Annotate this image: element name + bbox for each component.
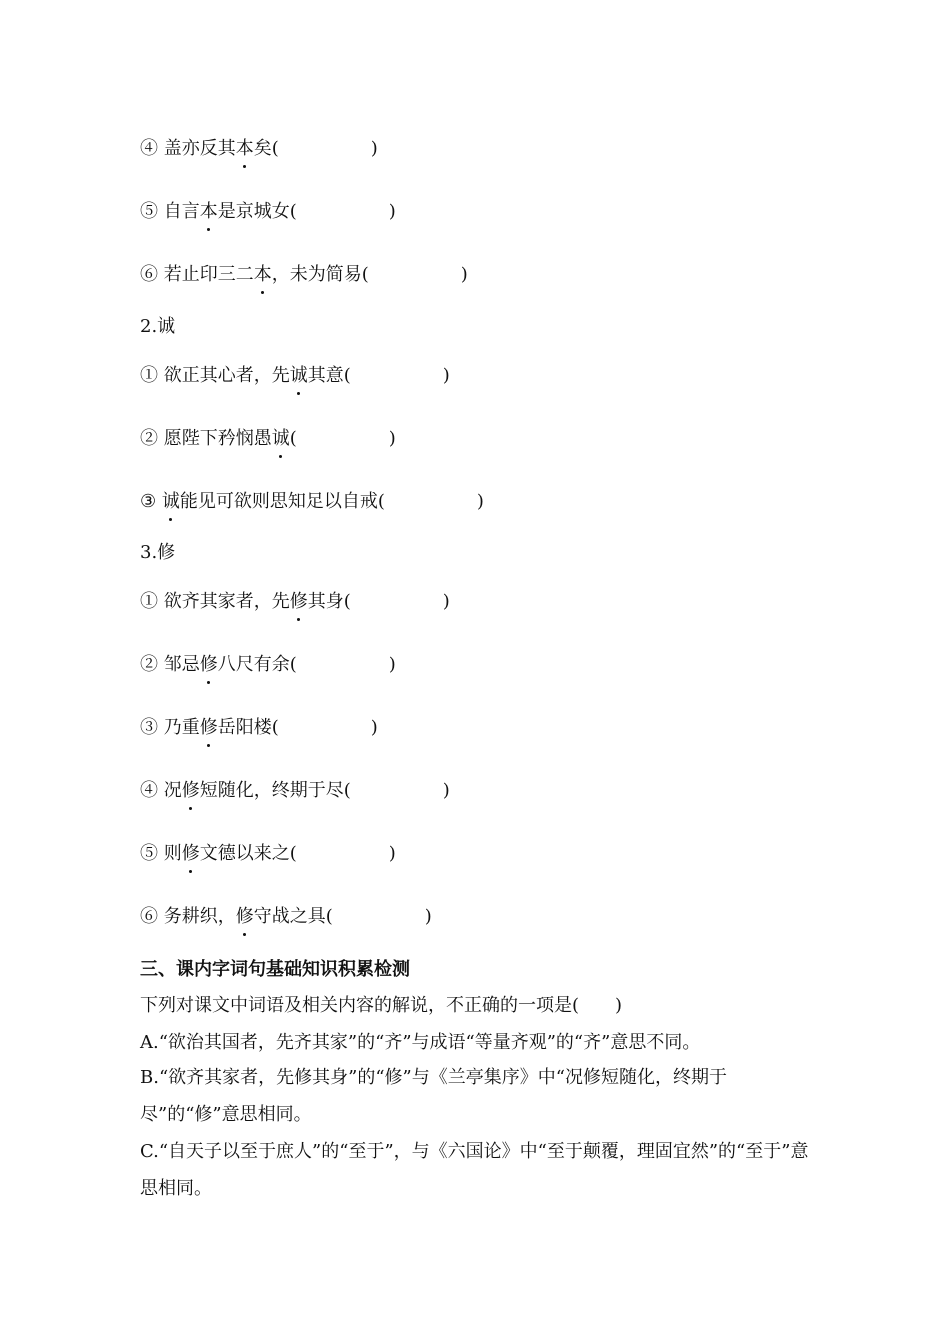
item-cheng-3 bbox=[140, 490, 484, 514]
answer-blank: ( ) bbox=[271, 717, 378, 738]
answer-blank: ( ) bbox=[343, 591, 450, 612]
item-xiu-3 bbox=[140, 716, 378, 740]
dotted-char: 诚 bbox=[161, 491, 180, 512]
item-text: ② 邹忌 bbox=[140, 654, 200, 675]
dotted-char: 修 bbox=[199, 717, 218, 738]
question-stem: 下列对课文中词语及相关内容的解说，不正确的一项是( ) bbox=[140, 995, 623, 1016]
item-text: 矣 bbox=[253, 138, 272, 159]
dotted-char: 本 bbox=[235, 138, 254, 159]
answer-blank: ( ) bbox=[289, 428, 396, 449]
item-text: ⑥ 若止印三二 bbox=[140, 264, 254, 285]
item-text: ⑤ 自言 bbox=[140, 201, 200, 222]
item-text: 八尺有余 bbox=[217, 654, 290, 675]
item-xiu-6 bbox=[140, 905, 432, 929]
item-text: 短随化，终期于尽 bbox=[199, 780, 344, 801]
item-xiu-1 bbox=[140, 590, 450, 614]
item-text: ④ 盖亦反其 bbox=[140, 138, 236, 159]
item-text: ③ bbox=[140, 491, 162, 512]
item-ben-4 bbox=[140, 137, 378, 161]
dotted-char: 修 bbox=[199, 654, 218, 675]
dotted-char: 本 bbox=[199, 201, 218, 222]
answer-blank: ( ) bbox=[271, 138, 378, 159]
answer-blank: ( ) bbox=[343, 780, 450, 801]
dotted-char: 修 bbox=[235, 906, 254, 927]
section-title: 三、课内字词句基础知识积累检测 bbox=[140, 959, 410, 980]
item-text: ② 愿陛下矜悯愚 bbox=[140, 428, 272, 449]
dotted-char: 修 bbox=[181, 780, 200, 801]
item-text: ④ 况 bbox=[140, 780, 182, 801]
group-heading-xiu: 3.修 bbox=[140, 542, 176, 563]
item-text: ⑤ 则 bbox=[140, 843, 182, 864]
item-text: 守战之具 bbox=[253, 906, 326, 927]
answer-blank: ( ) bbox=[343, 365, 450, 386]
dotted-char: 诚 bbox=[271, 428, 290, 449]
item-ben-6 bbox=[140, 263, 468, 287]
option-b: B.“欲齐其家者，先修其身”的“修”与《兰亭集序》中“况修短随化，终期于尽”的“修”意思相同。 bbox=[140, 1067, 727, 1125]
item-text: 能见可欲则思知足以自戒 bbox=[179, 491, 378, 512]
answer-blank: ( ) bbox=[289, 843, 396, 864]
item-text: 文德以来之 bbox=[199, 843, 290, 864]
dotted-char: 诚 bbox=[289, 365, 308, 386]
item-text: ⑥ 务耕织， bbox=[140, 906, 236, 927]
item-text: ① 欲齐其家者，先 bbox=[140, 591, 290, 612]
dotted-char: 修 bbox=[181, 843, 200, 864]
item-ben-5 bbox=[140, 200, 396, 224]
item-text: 其意 bbox=[307, 365, 344, 386]
group-heading-cheng: 2.诚 bbox=[140, 316, 176, 337]
item-text: ，未为简易 bbox=[271, 264, 362, 285]
item-text: 岳阳楼 bbox=[217, 717, 272, 738]
item-text: 是京城女 bbox=[217, 201, 290, 222]
dotted-char: 本 bbox=[253, 264, 272, 285]
answer-blank: ( ) bbox=[289, 201, 396, 222]
item-cheng-2 bbox=[140, 427, 396, 451]
option-a: A.“欲治其国者，先齐其家”的“齐”与成语“等量齐观”的“齐”意思不同。 bbox=[140, 1032, 701, 1053]
item-text: 其身 bbox=[307, 591, 344, 612]
dotted-char: 修 bbox=[289, 591, 308, 612]
answer-blank: ( ) bbox=[361, 264, 468, 285]
item-xiu-2 bbox=[140, 653, 396, 677]
item-cheng-1 bbox=[140, 364, 450, 388]
answer-blank: ( ) bbox=[289, 654, 396, 675]
option-c: C.“自天子以至于庶人”的“至于”，与《六国论》中“至于颠覆，理固宜然”的“至于”意思相同。 bbox=[140, 1141, 809, 1199]
answer-blank: ( ) bbox=[325, 906, 432, 927]
item-xiu-5 bbox=[140, 842, 396, 866]
item-xiu-4 bbox=[140, 779, 450, 803]
answer-blank: ( ) bbox=[377, 491, 484, 512]
item-text: ① 欲正其心者，先 bbox=[140, 365, 290, 386]
item-text: ③ 乃重 bbox=[140, 717, 200, 738]
